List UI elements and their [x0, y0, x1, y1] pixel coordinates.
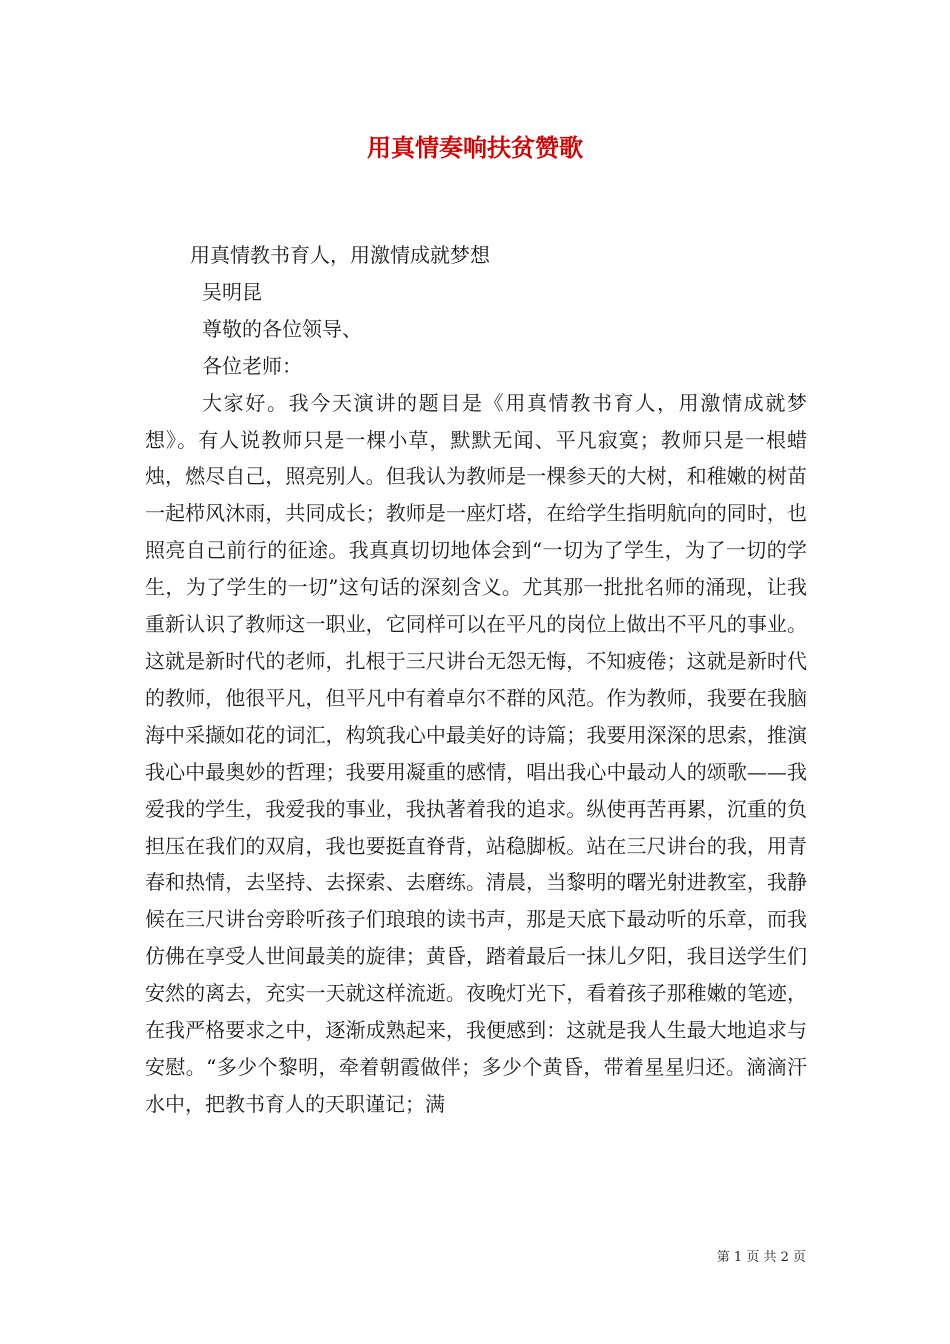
speech-subtitle: 用真情教书育人，用激情成就梦想: [190, 243, 490, 267]
document-title: 用真情奏响扶贫赞歌: [367, 133, 583, 162]
document-body: [145, 237, 807, 1123]
page-number: 第 1 页 共 2 页: [716, 1250, 806, 1265]
greeting-line: 尊敬的各位领导、: [202, 316, 362, 341]
author-name: 吴明昆: [202, 279, 262, 304]
body-paragraph: 大家好。我今天演讲的题目是《用真情教书育人，用激情成就梦想》。有人说教师只是一棵小草，默默无闻、平凡寂寞；教师只是一根蜡烛，燃尽自己，照亮别人。但我认为教师是一棵参天的大树，和稚嫩的树苗一起栉风沐雨，共同成长；教师是一座灯塔，在给学生指明航向的同时，也照亮自己前行的征途。我真真切切地体会到“一切为了学生，为了一切的学生，为了学生的一切”这句话的深刻含义。尤其那一批批名师的涌现，让我重新认识了教师这一职业，它同样可以在平凡的岗位上做出不平凡的事业。这就是新时代的老师，扎根于三尺讲台无怨无悔，不知疲倦；这就是新时代的教师，他很平凡，但平凡中有着卓尔不群的风范。作为教师，我要在我脑海中采撷如花的词汇，构筑我心中最美好的诗篇；我要用深深的思索，推演我心中最奥妙的哲理；我要用凝重的感情，唱出我心中最动人的颂歌——我爱我的学生，我爱我的事业，我执著着我的追求。纵使再苦再累，沉重的负担压在我们的双肩，我也要挺直脊背，站稳脚板。站在三尺讲台的我，用青春和热情，去坚持、去探索、去磨练。清晨，当黎明的曙光射进教室，我静候在三尺讲台旁聆听孩子们琅琅的读书声，那是天底下最动听的乐章，而我仿佛在享受人世间最美的旋律；黄昏，踏着最后一抹儿夕阳，我目送学生们安然的离去，充实一天就这样流逝。夜晚灯光下，看着孩子那稚嫩的笔迹，在我严格要求之中，逐渐成熟起来，我便感到：这就是我人生最大地追求与安慰。“多少个黎明，牵着朝霞做伴；多少个黄昏，带着星星归还。滴滴汗水中，把教书育人的天职谨记；满: [145, 390, 807, 1116]
greeting-line: 各位老师：: [202, 353, 302, 378]
